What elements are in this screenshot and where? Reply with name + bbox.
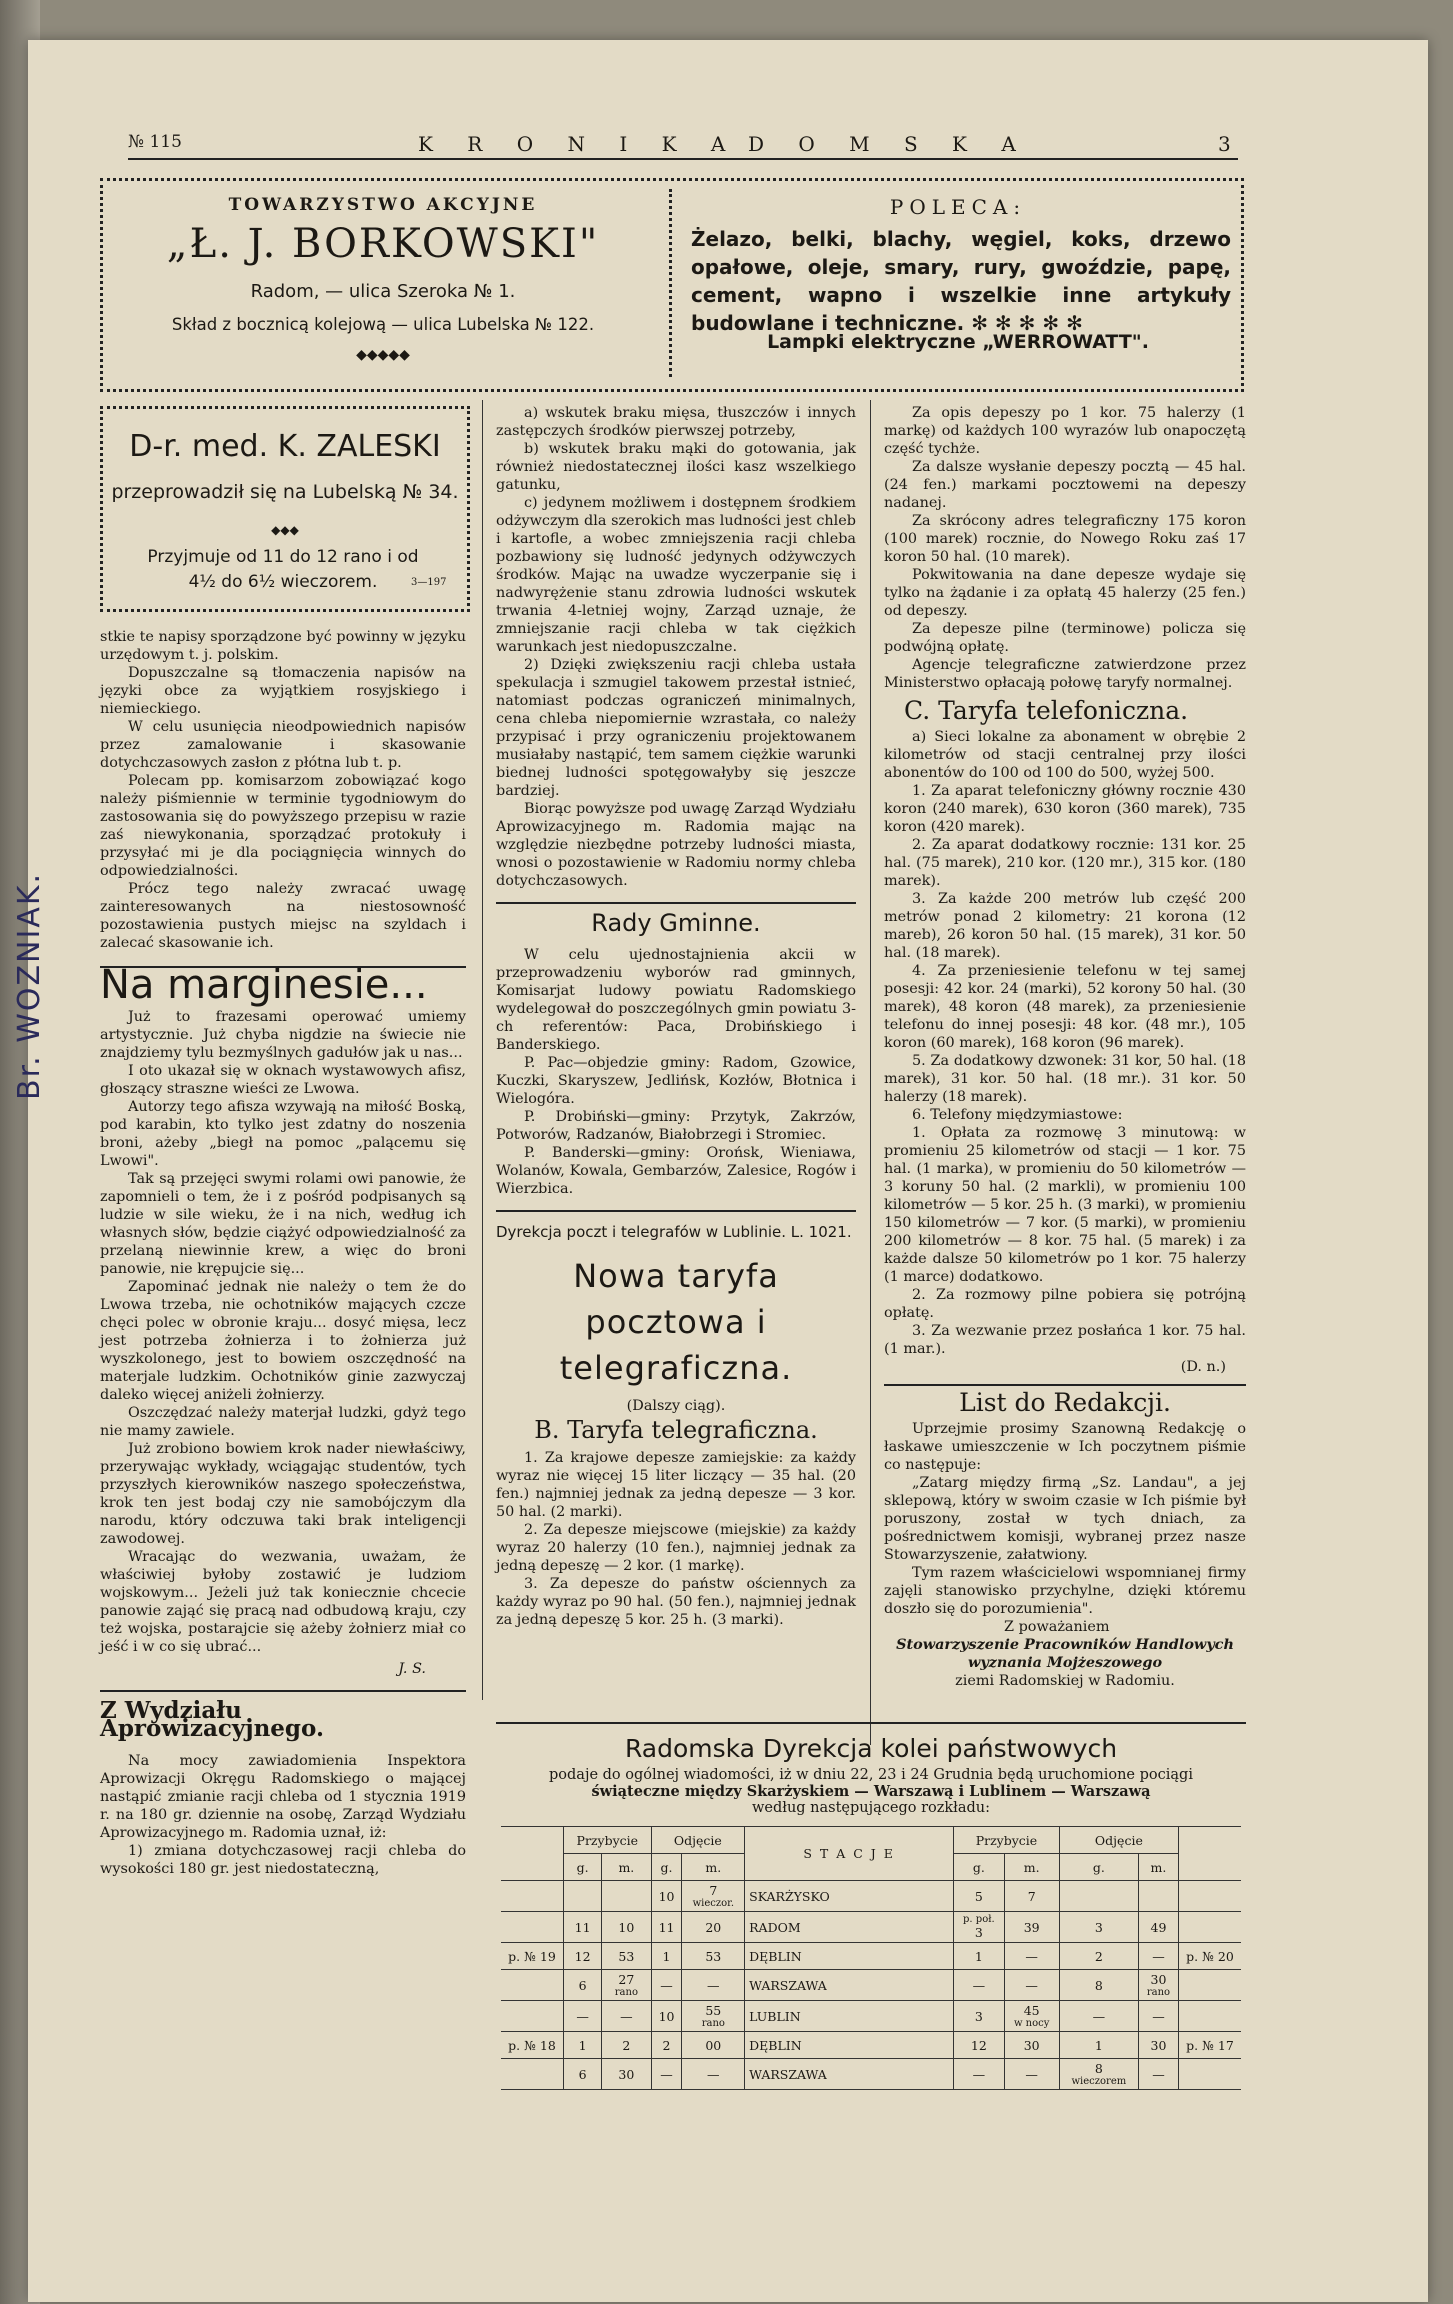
paragraph: 1. Za krajowe depesze zamiejskie: za każdy wyraz nie więcej 15 liter liczący — 35 hal. (20 fen.) najmniej jednak za jedną depesze — 3 kor. 50 hal. (2 marki).	[496, 1450, 856, 1520]
table-row: 11 10 11 20 RADOM p. poł. 3 39 3 49	[501, 1912, 1241, 1943]
table-row: p. № 19 12 53 1 53 DĘBLIN 1 — 2 — p. № 20	[501, 1943, 1241, 1970]
list-signature: Stowarzyszenie Pracowników Handlowych wyznania Mojżeszowego	[896, 1636, 1234, 1671]
paragraph: W celu usunięcia nieodpowiednich napisów przez zamalowanie i skasowanie dotychczasowych zasłon z płótna lub t. p.	[100, 719, 466, 771]
blank-header	[1179, 1827, 1242, 1881]
ad-goods: Żelazo, belki, blachy, węgiel, koks, drzewo opałowe, oleje, smary, rury, gwoździe, papę, cement, wapno i wszelkie inne artykuły budowlane i techniczne. ✻ ✻ ✻ ✻ ✻	[691, 227, 1231, 335]
zaleski-advert	[100, 406, 470, 612]
hour-header: g.	[651, 1854, 682, 1881]
paragraph: 4. Za przeniesienie telefonu w tej samej posesji: 42 kor. 24 (marki), 52 korony 50 hal. (30 marek), 48 koron (48 marek), za przeniesienie telefonu do innej posesji: 48 kor. (48 mr.), 105 koron (60 marek), 168 koron (96 marek).	[884, 963, 1246, 1051]
paragraph: Wracając do wezwania, uważam, że właściwiej byłoby zostawić je ludziom wojskowym... Jeżeli już tak koniecznie chcecie panowie zająć się pracą nad odbudową kraju, czy też wojska, postarajcie się ażeby żołnierz miał co jeść i w co się ubrać...	[100, 1549, 466, 1655]
paragraph: I oto ukazał się w oknach wystawowych afisz, głoszący straszne wieści ze Lwowa.	[100, 1063, 466, 1097]
departure-header: Odjęcie	[1059, 1827, 1178, 1854]
paragraph: 2) Dzięki zwiększeniu racji chleba ustała spekulacja i szmugiel takowem przestał istnieć, natomiast podczas ograniczeń minimalnych, cena chleba niepomiernie wzrastała, co należy przypisać i przy ograniczeniu projektowanem musiałaby nastąpić, tem samem ciężkie warunki biednej ludności spotęgowałyby się jeszcze bardziej.	[496, 657, 856, 799]
paragraph: 2. Za aparat dodatkowy rocznie: 131 kor. 25 hal. (75 marek), 210 kor. (120 mr.), 315 kor. (180 marek).	[884, 837, 1246, 889]
header-title-right: D O M S K A	[748, 132, 1030, 156]
paragraph: 3. Za depesze do państw ościennych za każdy wyraz po 90 hal. (50 fen.), najmniej jednak za jedną depeszę 5 kor. 25 h. (3 marki).	[496, 1576, 856, 1628]
ad-brand-name: „Ł. J. BORKOWSKI"	[166, 221, 600, 267]
ad-lamps: Lampki elektryczne „WERROWATT".	[767, 331, 1149, 353]
paragraph: Na mocy zawiadomienia Inspektora Aprowizacji Okręgu Radomskiego o mającej nastąpić zmianie racji chleba od 1 stycznia 1919 r. na 180 gr. dziennie na osobę, Zarząd Wydziału Aprowizacyjnego m. Radomia uznał, iż:	[100, 1753, 466, 1841]
column-3	[884, 404, 1246, 1690]
dyrekcja-line: Dyrekcja poczt i telegrafów w Lublinie. L. 1021.	[496, 1223, 852, 1241]
rail-title: Radomska Dyrekcja kolei państwowych	[624, 1734, 1118, 1763]
paragraph: Autorzy tego afisza wzywają na miłość Boską, pod karabin, kto tylko jest zdatny do noszenia broni, ażeby „biegł na pomoc „palącemu się Lwowi".	[100, 1099, 466, 1169]
nowa-taryfa-title: Nowa taryfa pocztowa i telegraficzna.	[559, 1257, 793, 1387]
minute-header: m.	[1138, 1854, 1178, 1881]
table-row: p. № 18 1 2 2 00 DĘBLIN 12 30 1 30 p. № 17	[501, 2032, 1241, 2059]
blank-header	[501, 1827, 564, 1881]
ad-ornament: ◆◆◆◆◆	[356, 347, 410, 363]
paragraph: Oszczędzać należy materjał ludzki, gdyż tego nie mamy zawiele.	[100, 1405, 466, 1439]
ad-divider	[669, 189, 672, 377]
paragraph: 3. Za wezwanie przez posłańca 1 kor. 75 hal. (1 mar.).	[884, 1323, 1246, 1357]
paragraph: Za opis depeszy po 1 kor. 75 halerzy (1 markę) od każdych 100 wyrazów lub onapoczętą część tychże.	[884, 405, 1246, 457]
list-do-redakcji-title: List do Redakcji.	[959, 1388, 1171, 1417]
column-1	[100, 628, 466, 1878]
hour-header: g.	[564, 1854, 602, 1881]
paragraph: Agencje telegraficzne zatwierdzone przez Ministerstwo opłacają połowę taryfy normalnej.	[884, 657, 1246, 691]
rail-line-3: według następującego rozkładu:	[751, 1800, 991, 1816]
paragraph: Już to frazesami operować umiemy artystycznie. Już chyba nigdzie na świecie nie znajdziemy tylu bezmyślnych gadułów jak u nas...	[100, 1009, 466, 1061]
stations-header: S T A C J E	[745, 1827, 954, 1881]
minute-header: m.	[682, 1854, 745, 1881]
column-rule	[870, 400, 871, 1745]
paragraph: 5. Za dodatkowy dzwonek: 31 kor, 50 hal. (18 marek), 31 kor. 50 hal. (18 mr.). 31 kor. 50 halerzy (18 marek).	[884, 1053, 1246, 1105]
paragraph: „Zatarg między firmą „Sz. Landau", a jej sklepową, który w swoim czasie w Ich piśmie był poruszony, został w tych dniach, za pośrednictwem komisji, wybranej przez nasze Stowarzyszenie, załatwiony.	[884, 1475, 1246, 1563]
page-header	[128, 132, 1238, 160]
arrival-header: Przybycie	[564, 1827, 652, 1854]
rule	[496, 1210, 856, 1212]
paragraph: Zapominać jednak nie należy o tem że do Lwowa trzeba, nie ochotników mających czcze chęci polec w obronie kraju... dosyć mięsa, lecz jest potrzeba żołnierza i to żołnierza już wyszkolonego, jest to bowiem oszczędność na materjale ludzkim. Ochotników ginie zazwyczaj daleko więcej aniżeli żołnierzy.	[100, 1279, 466, 1403]
paragraph: 1) zmiana dotychczasowej racji chleba do wysokości 180 gr. jest niedostateczną,	[100, 1843, 466, 1877]
column-rule	[482, 400, 483, 1700]
paragraph: Za skrócony adres telegraficzny 175 koron (100 marek) rocznie, do Nowego Roku zaś 17 koron 50 hal. (10 marek).	[884, 513, 1246, 565]
rule	[100, 1690, 466, 1692]
rail-section	[496, 1722, 1246, 2090]
paragraph: W celu ujednostajnienia akcii w przeprowadzeniu wyborów rad gminnych, Komisarjat ludowy powiatu Radomskiego wydelegował do poszczególnych gmin powiatu 3-ch referentów: Paca, Drobińskiego i Banderskiego.	[496, 947, 856, 1053]
taryfa-telefoniczna-title: C. Taryfa telefoniczna.	[904, 696, 1189, 725]
signature: J. S.	[398, 1661, 426, 1677]
rule	[496, 902, 856, 904]
rady-gminne-title: Rady Gminne.	[591, 909, 761, 937]
paragraph: 3. Za każde 200 metrów lub część 200 metrów ponad 2 kilometry: 21 korona (12 mareb), 26 koron 50 hal. (15 marek), 31 kor. 50 hal. (18 marek).	[884, 891, 1246, 961]
taryfa-subtitle: (Dalszy ciąg).	[626, 1398, 726, 1414]
hour-header: g.	[954, 1854, 1004, 1881]
rail-line-2: świąteczne między Skarżyskiem — Warszawą i Lublinem — Warszawą	[591, 1783, 1151, 1800]
paragraph: Pokwitowania na dane depesze wydaje się tylko na żądanie i za opłatą 45 halerzy (25 fen.) od depeszy.	[884, 567, 1246, 619]
column-2	[496, 404, 856, 1629]
paragraph: Tak są przejęci swymi rolami owi panowie, że zapomnieli o tem, że i z pośród podpisanych są ludzie w sile wieku, że i na nich, według ich własnych słów, będzie ciążyć odpowiedzialność za przelaną niewinnie krew, a więc do broni panowie, nie krępujcie się...	[100, 1171, 466, 1277]
page-number: 3	[1218, 132, 1231, 156]
continuation-note: (D. n.)	[1180, 1359, 1226, 1375]
wydzial-title: Z Wydziału Aprowizacyjnego.	[100, 1697, 324, 1742]
doctor-hours: Przyjmuje od 11 do 12 rano i od 4½ do 6½ wieczorem.	[147, 547, 419, 592]
paragraph: P. Pac—objedzie gminy: Radom, Gzowice, Kuczki, Skaryszew, Jedlińsk, Kozłów, Błotnica i Wielogóra.	[496, 1055, 856, 1107]
paragraph: a) Sieci lokalne za abonament w obrębie 2 kilometrów od stacji centralnej przy ilości abonentów do 100 od 100 do 500, wyżej 500.	[884, 729, 1246, 781]
table-row: 6 27 rano — — WARSZAWA — — 8 30 rano	[501, 1970, 1241, 2001]
rule	[884, 1384, 1246, 1386]
doctor-ornament: ◆◆◆	[271, 523, 299, 537]
paragraph: Tym razem właścicielowi wspomnianej firmy zajęli stanowisko przychylne, dzięki któremu doszło się do porozumienia".	[884, 1565, 1246, 1617]
doctor-moved: przeprowadził się na Lubelską № 34.	[111, 481, 459, 503]
header-title-left: K R O N I K A	[418, 132, 740, 156]
ad-address-2: Skład z bocznicą kolejową — ulica Lubelska № 122.	[171, 315, 595, 334]
doctor-name: D-r. med. K. ZALESKI	[129, 429, 441, 464]
paragraph: Polecam pp. komisarzom zobowiązać kogo należy piśmiennie w terminie tygodniowym do zastosowania się do powyższego przepisu w razie zaś niewykonania, sporządzać protokuły i przysyłać mi je dla pociągnięcia winnych do odpowiedzialności.	[100, 773, 466, 879]
paragraph: 2. Za depesze miejscowe (miejskie) za każdy wyraz 20 halerzy (10 fen.), najmniej jednak za jedną depeszę — 2 kor. (1 markę).	[496, 1522, 856, 1574]
table-row: 6 30 — — WARSZAWA — — 8 wieczorem —	[501, 2059, 1241, 2090]
paragraph: c) jedynem możliwem i dostępnem środkiem odżywczym dla szerokich mas ludności jest chleb i kartofle, a wobec zmniejszenia racji chleba pozbawiony się ludność jedynych odżywczych środków. Mając na uwadze wyczerpanie się i nadwyrężenie stanu zdrowia ludności wskutek trwania 4-letniej wojny, Zarząd uznaje, że zmniejszanie racji chleba w tak ciężkich warunkach jest niedopuszczalne.	[496, 495, 856, 655]
ad-company: TOWARZYSTWO AKCYJNE	[228, 195, 538, 215]
paragraph: Za depesze pilne (terminowe) policza się podwójną opłatę.	[884, 621, 1246, 655]
borkowski-advert	[100, 178, 1244, 392]
table-row: — — 10 55 rano LUBLIN 3 45 w nocy — —	[501, 2001, 1241, 2032]
minute-header: m.	[1004, 1854, 1059, 1881]
issue-number: № 115	[128, 132, 182, 152]
side-stamp: Br. WOZNIAK.	[12, 871, 47, 1100]
rail-timetable	[501, 1826, 1241, 2090]
paragraph: 1. Opłata za rozmowę 3 minutową: w promieniu 25 kilometrów od stacji — 1 kor. 75 hal. (1 marka), w promieniu do 50 kilometrów — 3 koruny 50 hal. (2 markli), w promieniu 100 kilometrów — 5 kor. 25 h. (3 marki), w promieniu 150 kilometrów — 7 kor. (5 marki), w promieniu 200 kilometrów — 8 kor. 75 hal. (5 marek) i za każde dalsze 50 kilometrów po 1 kor. 75 halerzy (1 marce) dodatkowo.	[884, 1125, 1246, 1285]
doctor-code: 3—197	[411, 577, 447, 588]
paragraph: 2. Za rozmowy pilne pobiera się potrójną opłatę.	[884, 1287, 1246, 1321]
table-row: 10 7 wieczor. SKARŻYSKO 5 7	[501, 1881, 1241, 1912]
paragraph: b) wskutek braku mąki do gotowania, jak również niedostatecznej ilości kasz wszelkiego gatunku,	[496, 441, 856, 493]
na-marginesie-title: Na marginesie...	[100, 962, 428, 1008]
departure-header: Odjęcie	[651, 1827, 745, 1854]
taryfa-telegraficzna-title: B. Taryfa telegraficzna.	[534, 1416, 818, 1444]
paragraph: P. Drobiński—gminy: Przytyk, Zakrzów, Potworów, Radzanów, Białobrzegi i Stromiec.	[496, 1109, 856, 1143]
hour-header: g.	[1059, 1854, 1138, 1881]
paragraph: Prócz tego należy zwracać uwagę zainteresowanych na niestosowność pozostawienia pustych miejsc na szyldach i zalecać skasowanie ich.	[100, 881, 466, 951]
paragraph: 1. Za aparat telefoniczny główny rocznie 430 koron (240 marek), 630 koron (360 marek), 735 koron (420 marek).	[884, 783, 1246, 835]
paragraph: stkie te napisy sporządzone być powinny w języku urzędowym t. j. polskim.	[100, 629, 466, 663]
paragraph: 6. Telefony międzymiastowe:	[912, 1107, 1123, 1123]
paragraph: Już zrobiono bowiem krok nader niewłaściwy, przerywając wykłady, wciągając studentów, tych przyszłych kierowników naszego społeczeństwa, krok ten jest bodaj czy nie samobójczym dla narodu, który odczuwa taki brak inteligencji zawodowej.	[100, 1441, 466, 1547]
list-signature-place: ziemi Radomskiej w Radomiu.	[955, 1673, 1175, 1689]
minute-header: m.	[602, 1854, 651, 1881]
paragraph: Z poważaniem	[1004, 1619, 1110, 1635]
paragraph: P. Banderski—gminy: Orońsk, Wieniawa, Wolanów, Kowala, Gembarzów, Zalesice, Rogów i Wierzbica.	[496, 1145, 856, 1197]
paragraph: a) wskutek braku mięsa, tłuszczów i innych zastępczych środków pierwszej potrzeby,	[496, 405, 856, 439]
rail-line-1: podaje do ogólnej wiadomości, iż w dniu 22, 23 i 24 Grudnia będą uruchomione pociągi	[549, 1767, 1193, 1783]
ad-address-1: Radom, — ulica Szeroka № 1.	[250, 281, 516, 302]
paragraph: Uprzejmie prosimy Szanowną Redakcję o łaskawe umieszczenie w Ich poczytnem piśmie co następuje:	[884, 1421, 1246, 1473]
ad-poleca: POLECA:	[889, 195, 1027, 219]
paragraph: Biorąc powyższe pod uwagę Zarząd Wydziału Aprowizacyjnego m. Radomia mając na względzie niezbędne potrzeby ludności miasta, wnosi o pozostawienie w Radomiu normy chleba dotychczasowych.	[496, 801, 856, 889]
arrival-header: Przybycie	[954, 1827, 1060, 1854]
paragraph: Dopuszczalne są tłomaczenia napisów na języki obce za wyjątkiem rosyjskiego i niemieckiego.	[100, 665, 466, 717]
paragraph: Za dalsze wysłanie depeszy pocztą — 45 hal. (24 fen.) markami pocztowemi na depeszy nadanej.	[884, 459, 1246, 511]
